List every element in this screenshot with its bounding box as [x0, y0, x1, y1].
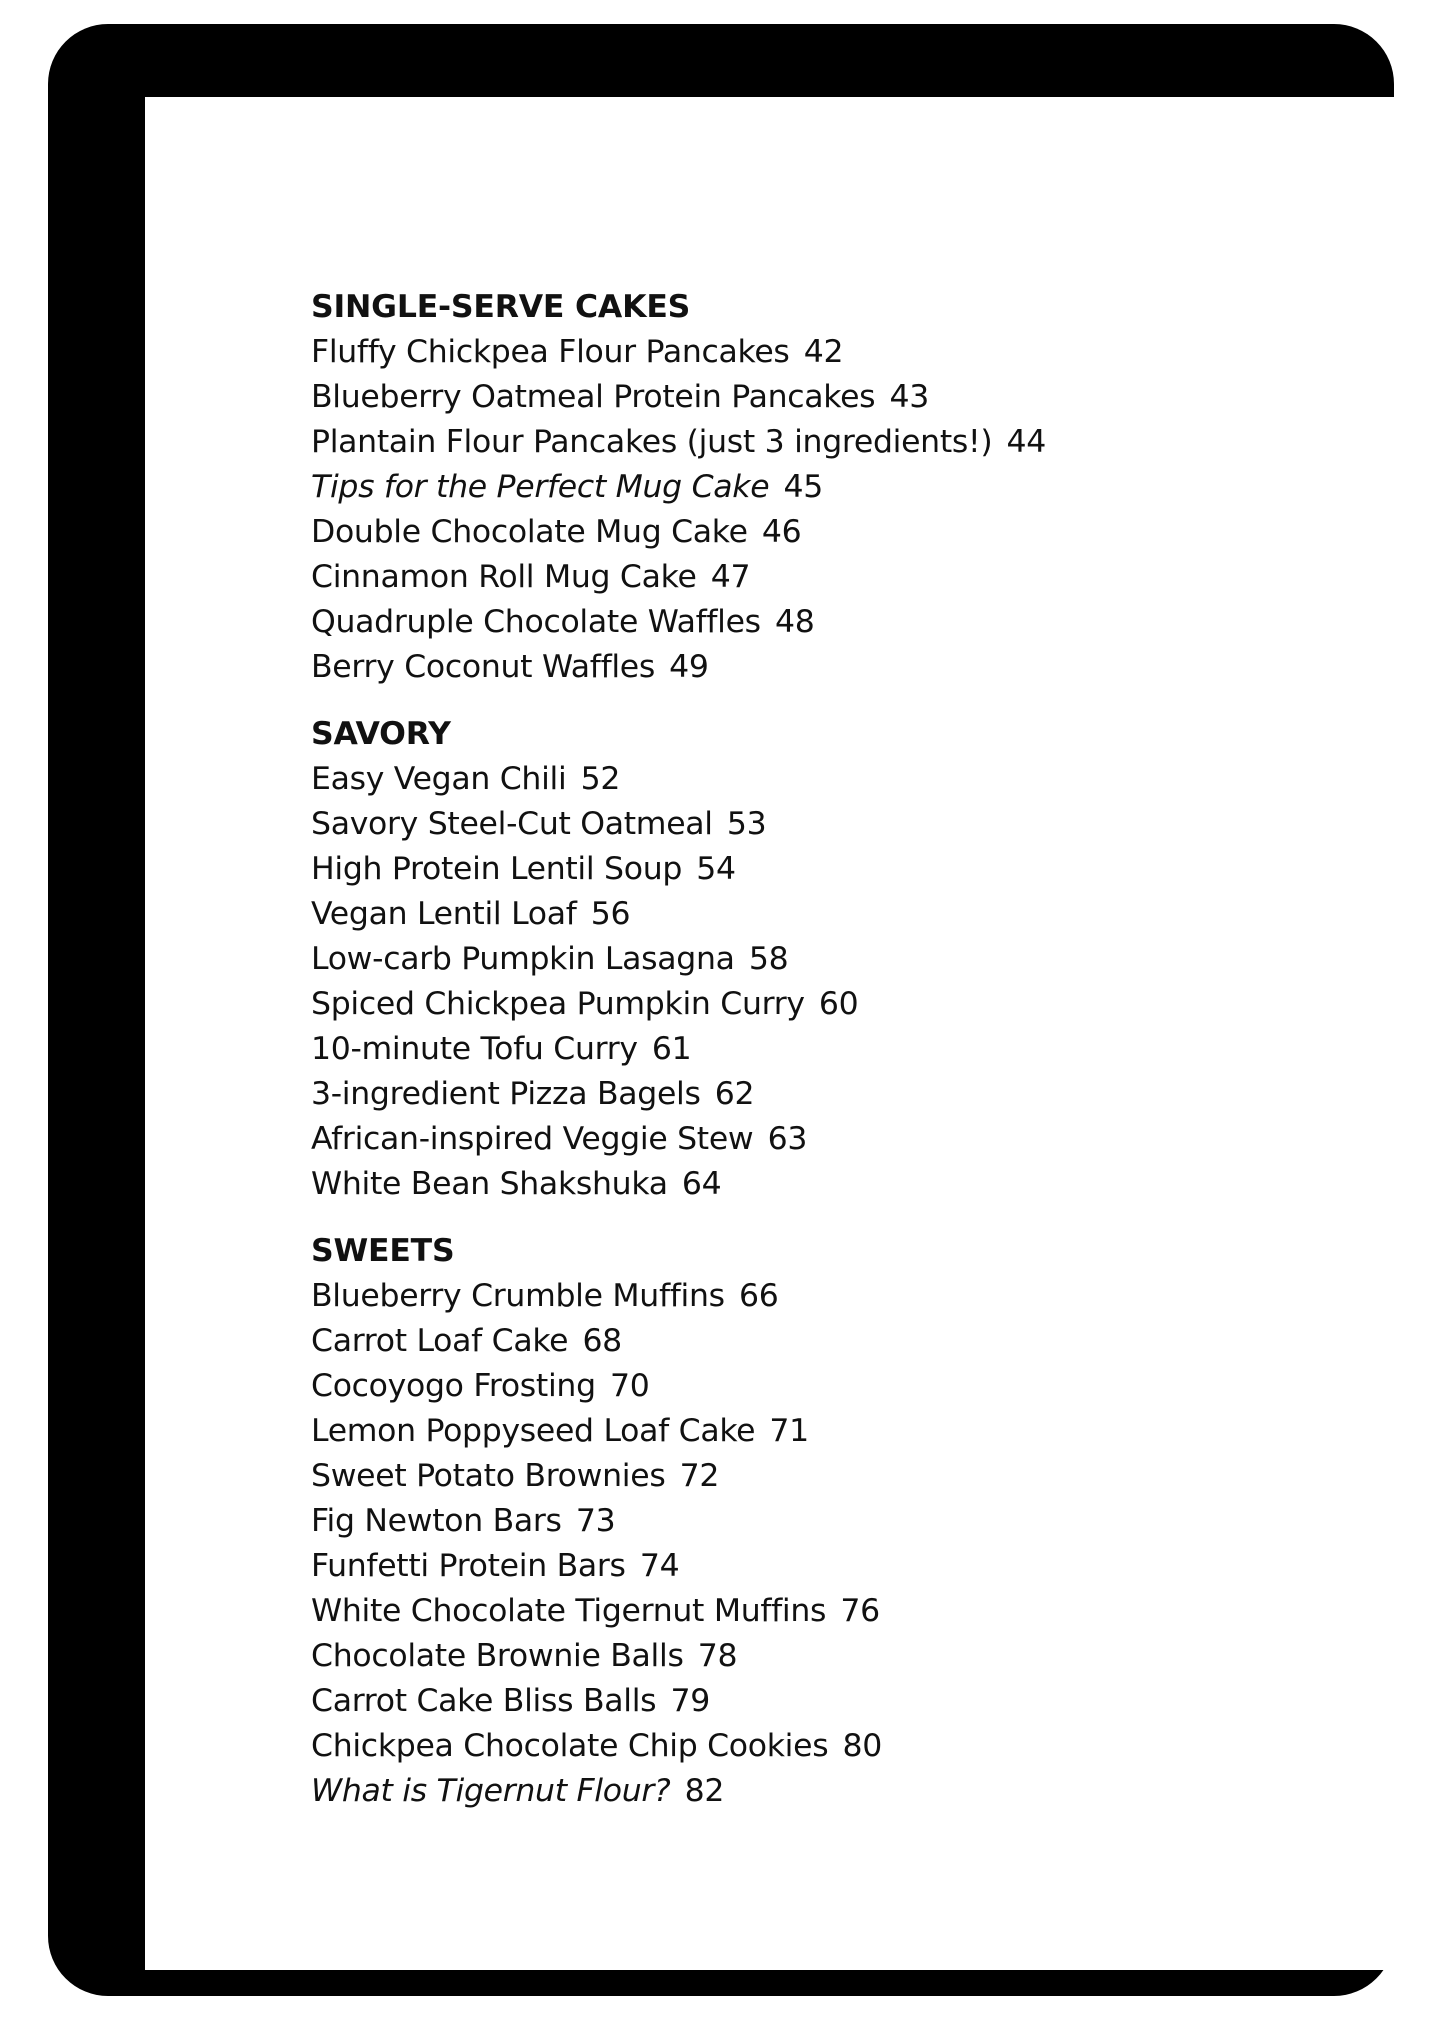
toc-entry[interactable]	[311, 1679, 1046, 1724]
page-number: 45	[783, 469, 823, 505]
toc-entry[interactable]	[311, 1027, 1046, 1072]
entry-title: Savory Steel-Cut Oatmeal	[311, 806, 713, 842]
toc-entry[interactable]	[311, 982, 1046, 1027]
page-number: 63	[767, 1121, 808, 1157]
entry-title: High Protein Lentil Soup	[311, 851, 683, 887]
entry-title: Spiced Chickpea Pumpkin Curry	[311, 986, 805, 1022]
toc-entry[interactable]	[311, 1319, 1046, 1364]
entry-title: Easy Vegan Chili	[311, 761, 567, 797]
toc-entry[interactable]	[311, 1724, 1046, 1769]
toc-entry[interactable]	[311, 465, 1046, 510]
toc-entry[interactable]	[311, 1274, 1046, 1319]
page-number: 42	[803, 334, 844, 370]
page-number: 61	[651, 1031, 692, 1067]
toc-entry[interactable]	[311, 510, 1046, 555]
entry-title: Quadruple Chocolate Waffles	[311, 604, 761, 640]
toc-entry[interactable]	[311, 1544, 1046, 1589]
toc-entry[interactable]	[311, 555, 1046, 600]
page-number: 78	[697, 1638, 738, 1674]
page-number: 76	[840, 1593, 880, 1629]
toc-entry[interactable]	[311, 1634, 1046, 1679]
toc-entry[interactable]	[311, 420, 1046, 465]
entry-title: Carrot Cake Bliss Balls	[311, 1683, 657, 1719]
page-number: 53	[726, 806, 767, 842]
toc-entry[interactable]	[311, 802, 1046, 847]
page-number: 58	[748, 941, 789, 977]
page-number: 54	[696, 851, 736, 887]
entry-title: Carrot Loaf Cake	[311, 1323, 569, 1359]
entry-title: Blueberry Crumble Muffins	[311, 1278, 725, 1314]
entry-title: Chocolate Brownie Balls	[311, 1638, 684, 1674]
entry-title: White Bean Shakshuka	[311, 1166, 668, 1202]
page-number: 60	[818, 986, 859, 1022]
entry-title: Cinnamon Roll Mug Cake	[311, 559, 697, 595]
toc-entry[interactable]	[311, 892, 1046, 937]
entry-title: Fluffy Chickpea Flour Pancakes	[311, 334, 790, 370]
toc-entry[interactable]	[311, 1589, 1046, 1634]
toc-entry[interactable]	[311, 1364, 1046, 1409]
toc-entry[interactable]	[311, 1409, 1046, 1454]
entry-title: 3-ingredient Pizza Bagels	[311, 1076, 701, 1112]
toc-entry[interactable]	[311, 1769, 1046, 1814]
page-number: 70	[609, 1368, 650, 1404]
page-number: 66	[738, 1278, 779, 1314]
entry-title: Vegan Lentil Loaf	[311, 896, 577, 932]
toc-entry[interactable]	[311, 1117, 1046, 1162]
entry-title: Chickpea Chocolate Chip Cookies	[311, 1728, 829, 1764]
entry-title: Blueberry Oatmeal Protein Pancakes	[311, 379, 876, 415]
toc-entry[interactable]	[311, 330, 1046, 375]
section-title: SWEETS	[311, 1233, 455, 1269]
page-number: 43	[889, 379, 929, 415]
page-number: 71	[769, 1413, 809, 1449]
page-number: 82	[684, 1773, 725, 1809]
page-number: 74	[639, 1548, 680, 1584]
entry-title: White Chocolate Tigernut Muffins	[311, 1593, 827, 1629]
page-number: 62	[714, 1076, 755, 1112]
page-number: 80	[842, 1728, 882, 1764]
section-savory	[311, 712, 1046, 1207]
toc-entry[interactable]	[311, 600, 1046, 645]
toc-entry[interactable]	[311, 757, 1046, 802]
toc-entry[interactable]	[311, 1454, 1046, 1499]
page-number: 49	[669, 649, 709, 685]
page-number: 46	[761, 514, 802, 550]
page-number: 48	[774, 604, 815, 640]
toc-entry[interactable]	[311, 937, 1046, 982]
table-of-contents	[311, 285, 1046, 1814]
entry-title: Plantain Flour Pancakes (just 3 ingredients!)	[311, 424, 993, 460]
entry-title: Sweet Potato Brownies	[311, 1458, 666, 1494]
page-number: 47	[710, 559, 751, 595]
entry-title: Low-carb Pumpkin Lasagna	[311, 941, 735, 977]
page-number: 72	[679, 1458, 720, 1494]
section-title: SINGLE-SERVE CAKES	[311, 289, 691, 325]
page-number: 56	[590, 896, 631, 932]
section-single-serve-cakes	[311, 285, 1046, 690]
page-number: 68	[582, 1323, 622, 1359]
tablet-frame	[48, 24, 1394, 1996]
entry-title: Lemon Poppyseed Loaf Cake	[311, 1413, 756, 1449]
page-number: 73	[575, 1503, 616, 1539]
page-number: 52	[580, 761, 621, 797]
entry-title: 10-minute Tofu Curry	[311, 1031, 638, 1067]
entry-title: Tips for the Perfect Mug Cake	[311, 469, 770, 505]
entry-title: Cocoyogo Frosting	[311, 1368, 596, 1404]
document-page	[145, 97, 1395, 1970]
page-number: 44	[1006, 424, 1046, 460]
toc-entry[interactable]	[311, 1072, 1046, 1117]
entry-title: What is Tigernut Flour?	[311, 1773, 671, 1809]
entry-title: Funfetti Protein Bars	[311, 1548, 626, 1584]
toc-entry[interactable]	[311, 645, 1046, 690]
toc-entry[interactable]	[311, 375, 1046, 420]
entry-title: Fig Newton Bars	[311, 1503, 562, 1539]
page-number: 79	[670, 1683, 710, 1719]
entry-title: Double Chocolate Mug Cake	[311, 514, 748, 550]
toc-entry[interactable]	[311, 1162, 1046, 1207]
section-title: SAVORY	[311, 716, 451, 752]
toc-entry[interactable]	[311, 847, 1046, 892]
page-number: 64	[681, 1166, 722, 1202]
entry-title: African-inspired Veggie Stew	[311, 1121, 754, 1157]
toc-entry[interactable]	[311, 1499, 1046, 1544]
section-sweets	[311, 1229, 1046, 1814]
entry-title: Berry Coconut Waffles	[311, 649, 655, 685]
